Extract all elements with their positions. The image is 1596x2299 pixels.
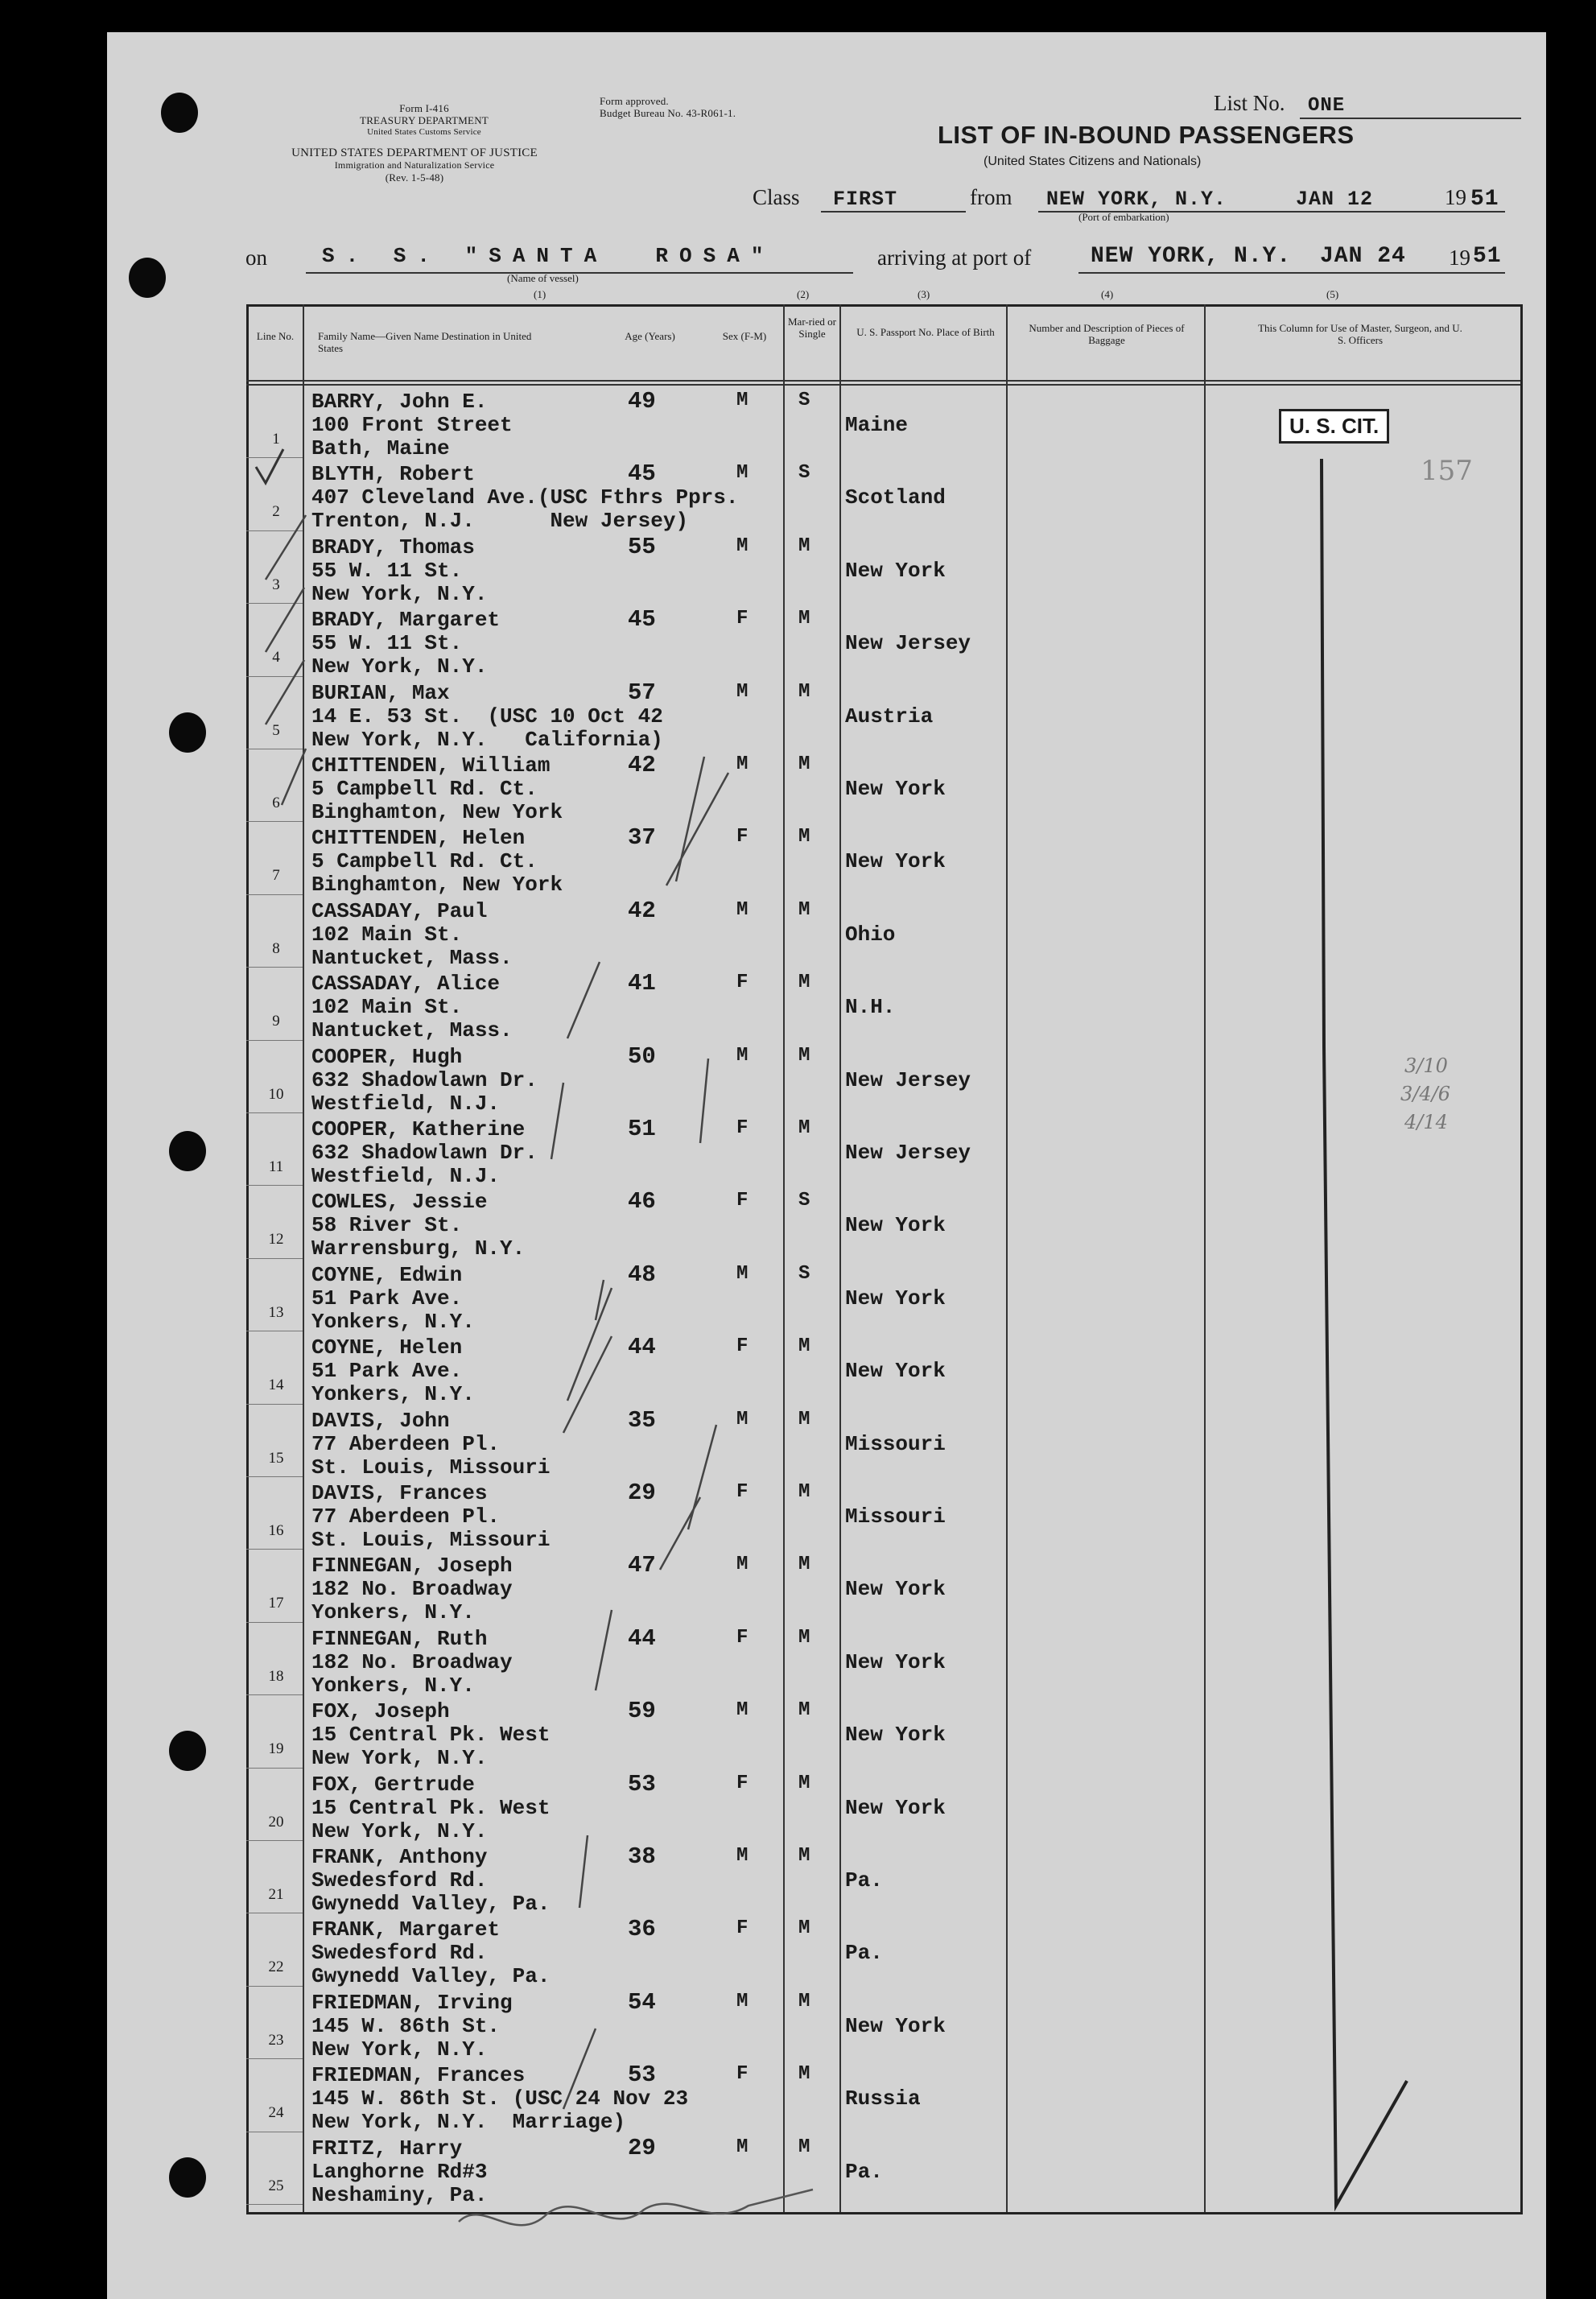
passenger-address: 55 W. 11 St.	[311, 558, 463, 583]
passenger-city: Bath, Maine	[311, 436, 450, 460]
passenger-name: DAVIS, John	[311, 1408, 450, 1433]
passenger-age: 48	[628, 1261, 656, 1288]
birth-place: New York	[845, 558, 946, 583]
passenger-address: 77 Aberdeen Pl.	[311, 1504, 501, 1529]
passenger-name: FRANK, Anthony	[311, 1845, 488, 1869]
passenger-city: Trenton, N.J. New Jersey)	[311, 509, 689, 534]
passenger-age: 49	[628, 388, 656, 415]
passenger-address: 407 Cleveland Ave.(USC Fthrs Pprs.	[311, 485, 739, 510]
passenger-address: 55 W. 11 St.	[311, 631, 463, 656]
passenger-address: 102 Main St.	[311, 922, 463, 947]
passenger-address: Swedesford Rd.	[311, 1941, 488, 1966]
passenger-marital: M	[798, 1408, 810, 1430]
birth-place: New York	[845, 849, 946, 874]
line-number: 14	[268, 1377, 284, 1394]
line-number: 1	[272, 431, 280, 448]
passenger-name: CASSADAY, Paul	[311, 898, 488, 923]
passenger-city: Nantucket, Mass.	[311, 1018, 513, 1043]
passenger-city: St. Louis, Missouri	[311, 1455, 551, 1480]
vessel-line	[306, 272, 853, 274]
margin-note: 3/4/6	[1400, 1083, 1450, 1105]
passenger-age: 38	[628, 1843, 656, 1870]
row-rule	[246, 1840, 303, 1841]
passenger-city: New York, N.Y.	[311, 2037, 488, 2062]
birth-place: Maine	[845, 413, 909, 437]
row-rule	[246, 603, 303, 604]
row-rule	[246, 1404, 303, 1405]
passenger-age: 55	[628, 533, 656, 560]
passenger-address: 145 W. 86th St. (USC 24 Nov 23	[311, 2086, 689, 2111]
passenger-age: 36	[628, 1916, 656, 1943]
col-header-baggage: Number and Description of Pieces of Baggage	[1029, 322, 1185, 346]
passenger-address: 145 W. 86th St.	[311, 2013, 501, 2038]
line-number: 11	[268, 1158, 284, 1175]
passenger-name: BRADY, Margaret	[311, 608, 501, 633]
passenger-marital: S	[798, 1262, 810, 1285]
binder-hole	[169, 1131, 206, 1171]
col-header-passport: U. S. Passport No. Place of Birth	[856, 326, 995, 338]
row-rule	[246, 1622, 303, 1623]
passenger-address: 5 Campbell Rd. Ct.	[311, 849, 538, 874]
passenger-age: 50	[628, 1042, 656, 1070]
passenger-sex: M	[736, 753, 749, 775]
passenger-sex: M	[736, 1408, 749, 1430]
passenger-marital: M	[798, 1117, 810, 1139]
passenger-city: New York, N.Y.	[311, 581, 488, 606]
passenger-sex: M	[736, 1044, 749, 1067]
passenger-city: Yonkers, N.Y.	[311, 1382, 475, 1407]
passenger-address: 51 Park Ave.	[311, 1359, 463, 1384]
col-header-sex: Sex (F-M)	[722, 330, 767, 342]
passenger-city: Gwynedd Valley, Pa.	[311, 1964, 551, 1989]
col-header-married: Mar-ried or Single	[787, 316, 837, 340]
passenger-sex: M	[736, 898, 749, 921]
birth-place: New Jersey	[845, 1141, 971, 1165]
col-header-line: Line No.	[256, 330, 295, 342]
passenger-city: Binghamton, New York	[311, 800, 563, 824]
passenger-city: Westfield, N.J.	[311, 1091, 501, 1116]
row-rule	[246, 1258, 303, 1259]
passenger-marital: M	[798, 972, 810, 994]
passenger-sex: F	[736, 1772, 749, 1794]
passenger-sex: M	[736, 1554, 749, 1576]
row-rule	[246, 1185, 303, 1186]
row-rule	[246, 894, 303, 895]
passenger-age: 59	[628, 1698, 656, 1725]
list-no-line	[1300, 118, 1521, 119]
passenger-sex: M	[736, 1699, 749, 1722]
header-rule	[246, 380, 1520, 382]
line-number: 5	[272, 721, 280, 739]
passenger-address: 14 E. 53 St. (USC 10 Oct 42	[311, 704, 663, 728]
passenger-age: 47	[628, 1552, 656, 1579]
passenger-sex: F	[736, 1626, 749, 1649]
passenger-sex: F	[736, 826, 749, 848]
col-divider	[1204, 304, 1206, 2212]
form-block: Form I-416 TREASURY DEPARTMENT United States Customs Service	[360, 102, 489, 137]
passenger-name: BRADY, Thomas	[311, 535, 475, 559]
passenger-address: 77 Aberdeen Pl.	[311, 1431, 501, 1456]
line-number: 23	[268, 2031, 284, 2049]
birth-place: Scotland	[845, 485, 946, 510]
passenger-marital: M	[798, 680, 810, 703]
birth-place: Missouri	[845, 1431, 946, 1456]
line-number: 24	[268, 2104, 284, 2122]
passenger-name: COYNE, Helen	[311, 1335, 463, 1360]
passenger-address: 15 Central Pk. West	[311, 1723, 551, 1748]
passenger-age: 45	[628, 460, 656, 488]
col-divider	[1006, 304, 1008, 2212]
passenger-age: 41	[628, 970, 656, 997]
col-divider	[839, 304, 841, 2212]
passenger-marital: M	[798, 608, 810, 630]
passenger-city: Yonkers, N.Y.	[311, 1600, 475, 1625]
birth-place: Pa.	[845, 1941, 883, 1966]
passenger-name: CHITTENDEN, William	[311, 753, 551, 778]
passenger-city: New York, N.Y.	[311, 1818, 488, 1843]
passenger-age: 44	[628, 1624, 656, 1652]
passenger-name: COWLES, Jessie	[311, 1190, 488, 1215]
birth-place: New York	[845, 1213, 946, 1238]
passenger-age: 53	[628, 2062, 656, 2089]
port-embark-note: (Port of embarkation)	[1078, 211, 1169, 223]
birth-place: Austria	[845, 704, 934, 728]
passenger-age: 51	[628, 1116, 656, 1142]
passenger-age: 42	[628, 897, 656, 924]
birth-place: New York	[845, 777, 946, 801]
line-number: 18	[268, 1667, 284, 1685]
row-rule	[246, 676, 303, 677]
passenger-marital: M	[798, 535, 810, 557]
passenger-city: Westfield, N.J.	[311, 1164, 501, 1188]
passenger-sex: F	[736, 1117, 749, 1139]
birth-place: New York	[845, 1649, 946, 1674]
line-number: 9	[272, 1013, 280, 1030]
header-rule-double	[246, 384, 1520, 386]
passenger-sex: M	[736, 535, 749, 557]
passenger-sex: F	[736, 608, 749, 630]
passenger-name: FRIEDMAN, Frances	[311, 2063, 526, 2088]
passenger-address: 102 Main St.	[311, 995, 463, 1020]
passenger-sex: F	[736, 1190, 749, 1212]
passenger-age: 35	[628, 1406, 656, 1434]
passenger-name: BLYTH, Robert	[311, 462, 475, 487]
passenger-marital: M	[798, 826, 810, 848]
passenger-name: FINNEGAN, Joseph	[311, 1554, 513, 1579]
binder-hole	[169, 712, 206, 753]
passenger-city: New York, N.Y. California)	[311, 727, 663, 752]
arrival-port: NEW YORK, N.Y.	[1091, 244, 1292, 269]
passenger-city: Gwynedd Valley, Pa.	[311, 1892, 551, 1916]
line-number: 17	[268, 1595, 284, 1612]
passenger-city: Nantucket, Mass.	[311, 945, 513, 970]
passenger-name: DAVIS, Frances	[311, 1481, 488, 1505]
birth-place: Ohio	[845, 922, 896, 947]
passenger-marital: S	[798, 390, 810, 411]
row-rule	[246, 2204, 303, 2205]
passenger-name: COYNE, Edwin	[311, 1262, 463, 1287]
col-divider	[303, 304, 304, 2212]
col-divider	[783, 304, 785, 2212]
passenger-address: 5 Campbell Rd. Ct.	[311, 777, 538, 801]
passenger-age: 57	[628, 679, 656, 706]
officer-number: 157	[1421, 455, 1473, 487]
line-number: 22	[268, 1958, 284, 1976]
arrival-year-prefix: 19	[1449, 246, 1470, 270]
line-number: 10	[268, 1085, 284, 1103]
vessel-note: (Name of vessel)	[507, 272, 579, 284]
row-rule	[246, 967, 303, 968]
passenger-marital: M	[798, 1335, 810, 1358]
passenger-address: Swedesford Rd.	[311, 1868, 488, 1892]
passenger-sex: M	[736, 1845, 749, 1867]
passenger-address: Langhorne Rd#3	[311, 2159, 488, 2184]
vessel-name: S. S. "SANTA ROSA"	[322, 244, 775, 268]
passenger-marital: M	[798, 1554, 810, 1576]
list-no-value: ONE	[1308, 95, 1346, 117]
col-number-1: (1)	[534, 288, 546, 300]
passenger-age: 44	[628, 1334, 656, 1361]
passenger-marital: M	[798, 1845, 810, 1867]
line-number: 7	[272, 867, 280, 885]
passenger-marital: M	[798, 2063, 810, 2086]
arriving-label: arriving at port of	[877, 246, 1032, 270]
row-rule	[246, 1768, 303, 1769]
birth-place: N.H.	[845, 995, 896, 1020]
col-number-3: (3)	[918, 288, 930, 300]
passenger-sex: F	[736, 1917, 749, 1940]
passenger-name: FRITZ, Harry	[311, 2136, 463, 2161]
passenger-name: FRANK, Margaret	[311, 1917, 501, 1942]
line-number: 15	[268, 1449, 284, 1467]
passenger-city: Yonkers, N.Y.	[311, 1309, 475, 1334]
line-number: 20	[268, 1813, 284, 1831]
passenger-address: 15 Central Pk. West	[311, 1795, 551, 1820]
list-no-label: List No.	[1214, 91, 1285, 115]
passenger-marital: M	[798, 1772, 810, 1794]
row-rule	[246, 821, 303, 822]
class-label: Class	[753, 185, 800, 209]
passenger-city: Binghamton, New York	[311, 873, 563, 898]
line-number: 2	[272, 503, 280, 521]
passenger-name: FOX, Gertrude	[311, 1772, 475, 1797]
line-number: 6	[272, 795, 280, 811]
page-subtitle: (United States Citizens and Nationals)	[984, 155, 1202, 168]
passenger-sex: M	[736, 680, 749, 703]
passenger-address: 182 No. Broadway	[311, 1649, 513, 1674]
passenger-name: CASSADAY, Alice	[311, 972, 501, 997]
binder-hole	[161, 93, 198, 133]
row-rule	[246, 1549, 303, 1550]
passenger-address: 632 Shadowlawn Dr.	[311, 1141, 538, 1165]
row-rule	[246, 1986, 303, 1987]
passenger-marital: M	[798, 1626, 810, 1649]
passenger-marital: M	[798, 1699, 810, 1722]
row-rule	[246, 1112, 303, 1113]
passenger-sex: M	[736, 390, 749, 411]
passenger-marital: M	[798, 2136, 810, 2158]
birth-place: Pa.	[845, 1868, 883, 1892]
row-rule	[246, 1040, 303, 1041]
passenger-marital: M	[798, 1990, 810, 2012]
line-number: 19	[268, 1740, 284, 1758]
col-header-officers: This Column for Use of Master, Surgeon, and U. S. Officers	[1258, 322, 1462, 346]
passenger-marital: S	[798, 462, 810, 485]
row-rule	[246, 2058, 303, 2059]
passenger-sex: M	[736, 1990, 749, 2012]
line-number: 12	[268, 1231, 284, 1249]
passenger-marital: M	[798, 753, 810, 775]
from-date: JAN 12	[1296, 188, 1374, 211]
passenger-age: 42	[628, 752, 656, 778]
arrival-date: JAN 24	[1320, 244, 1406, 269]
line-number: 21	[268, 1886, 284, 1903]
passenger-name: COOPER, Katherine	[311, 1117, 526, 1141]
birth-place: Missouri	[845, 1504, 946, 1529]
birth-place: New Jersey	[845, 631, 971, 656]
passenger-age: 29	[628, 2134, 656, 2161]
birth-place: New York	[845, 1286, 946, 1310]
line-number: 3	[272, 576, 280, 593]
passenger-name: FOX, Joseph	[311, 1699, 450, 1724]
passenger-sex: F	[736, 972, 749, 994]
passenger-age: 45	[628, 606, 656, 634]
passenger-city: New York, N.Y. Marriage)	[311, 2110, 626, 2135]
passenger-city: Neshaminy, Pa.	[311, 2182, 488, 2207]
passenger-name: FRIEDMAN, Irving	[311, 1990, 513, 2015]
on-label: on	[245, 246, 267, 270]
line-number: 13	[268, 1303, 284, 1321]
passenger-city: New York, N.Y.	[311, 654, 488, 679]
passenger-sex: M	[736, 1262, 749, 1285]
margin-note: 3/10	[1404, 1055, 1448, 1077]
line-number: 8	[272, 939, 280, 957]
arrival-line	[1078, 272, 1505, 274]
passenger-sex: M	[736, 462, 749, 485]
row-rule	[246, 457, 303, 458]
justice-block: UNITED STATES DEPARTMENT OF JUSTICE Immigration and Naturalization Service (Rev. 1-5-48)	[291, 147, 538, 184]
passenger-name: BARRY, John E.	[311, 390, 488, 414]
class-value: FIRST	[833, 188, 898, 211]
arrival-year: 51	[1473, 244, 1502, 269]
passenger-age: 54	[628, 1988, 656, 2016]
row-rule	[246, 1476, 303, 1477]
birth-place: New York	[845, 2013, 946, 2038]
from-label: from	[970, 185, 1012, 209]
birth-place: New York	[845, 1577, 946, 1602]
col-header-age: Age (Years)	[625, 330, 675, 342]
passenger-sex: M	[736, 2136, 749, 2158]
passenger-name: CHITTENDEN, Helen	[311, 826, 526, 851]
birth-place: New York	[845, 1795, 946, 1820]
passenger-city: New York, N.Y.	[311, 1746, 488, 1771]
birth-place: Russia	[845, 2086, 921, 2111]
from-year: 51	[1470, 187, 1499, 212]
binder-hole	[169, 2157, 206, 2198]
col-number-5: (5)	[1326, 288, 1339, 300]
passenger-address: 632 Shadowlawn Dr.	[311, 1067, 538, 1092]
binder-hole	[169, 1731, 206, 1771]
class-line	[821, 211, 966, 213]
passenger-marital: M	[798, 1044, 810, 1067]
from-year-prefix: 19	[1445, 185, 1466, 209]
line-number: 4	[272, 649, 280, 667]
row-rule	[246, 530, 303, 531]
passenger-name: COOPER, Hugh	[311, 1044, 463, 1069]
line-number: 25	[268, 2177, 284, 2194]
col-number-2: (2)	[797, 288, 810, 300]
birth-place: New York	[845, 1359, 946, 1384]
birth-place: New Jersey	[845, 1067, 971, 1092]
binder-hole	[129, 258, 166, 298]
passenger-age: 37	[628, 824, 656, 852]
passenger-name: BURIAN, Max	[311, 680, 450, 705]
passenger-marital: M	[798, 1481, 810, 1503]
passenger-name: FINNEGAN, Ruth	[311, 1626, 488, 1651]
passenger-age: 53	[628, 1770, 656, 1798]
passenger-address: 182 No. Broadway	[311, 1577, 513, 1602]
page-title: LIST OF IN-BOUND PASSENGERS	[938, 121, 1355, 149]
from-value: NEW YORK, N.Y.	[1046, 188, 1227, 211]
passenger-sex: F	[736, 1335, 749, 1358]
us-citizen-stamp: U. S. CIT.	[1279, 409, 1389, 444]
passenger-address: 100 Front Street	[311, 413, 513, 437]
line-number: 16	[268, 1522, 284, 1539]
col-header-name: Family Name—Given Name Destination in United States	[318, 330, 532, 354]
approval-block: Form approved. Budget Bureau No. 43-R061-1.	[600, 95, 736, 119]
passenger-sex: F	[736, 2063, 749, 2086]
birth-place: New York	[845, 1723, 946, 1748]
passenger-sex: F	[736, 1481, 749, 1503]
passenger-city: Warrensburg, N.Y.	[311, 1236, 526, 1261]
passenger-address: 58 River St.	[311, 1213, 463, 1238]
col-number-4: (4)	[1101, 288, 1114, 300]
margin-note: 4/14	[1404, 1111, 1448, 1133]
passenger-age: 46	[628, 1188, 656, 1216]
passenger-marital: M	[798, 1917, 810, 1940]
passenger-city: St. Louis, Missouri	[311, 1528, 551, 1552]
passenger-marital: S	[798, 1190, 810, 1212]
passenger-city: Yonkers, N.Y.	[311, 1673, 475, 1698]
passenger-age: 29	[628, 1480, 656, 1506]
row-rule	[246, 1694, 303, 1695]
birth-place: Pa.	[845, 2159, 883, 2184]
passenger-marital: M	[798, 898, 810, 921]
passenger-address: 51 Park Ave.	[311, 1286, 463, 1310]
